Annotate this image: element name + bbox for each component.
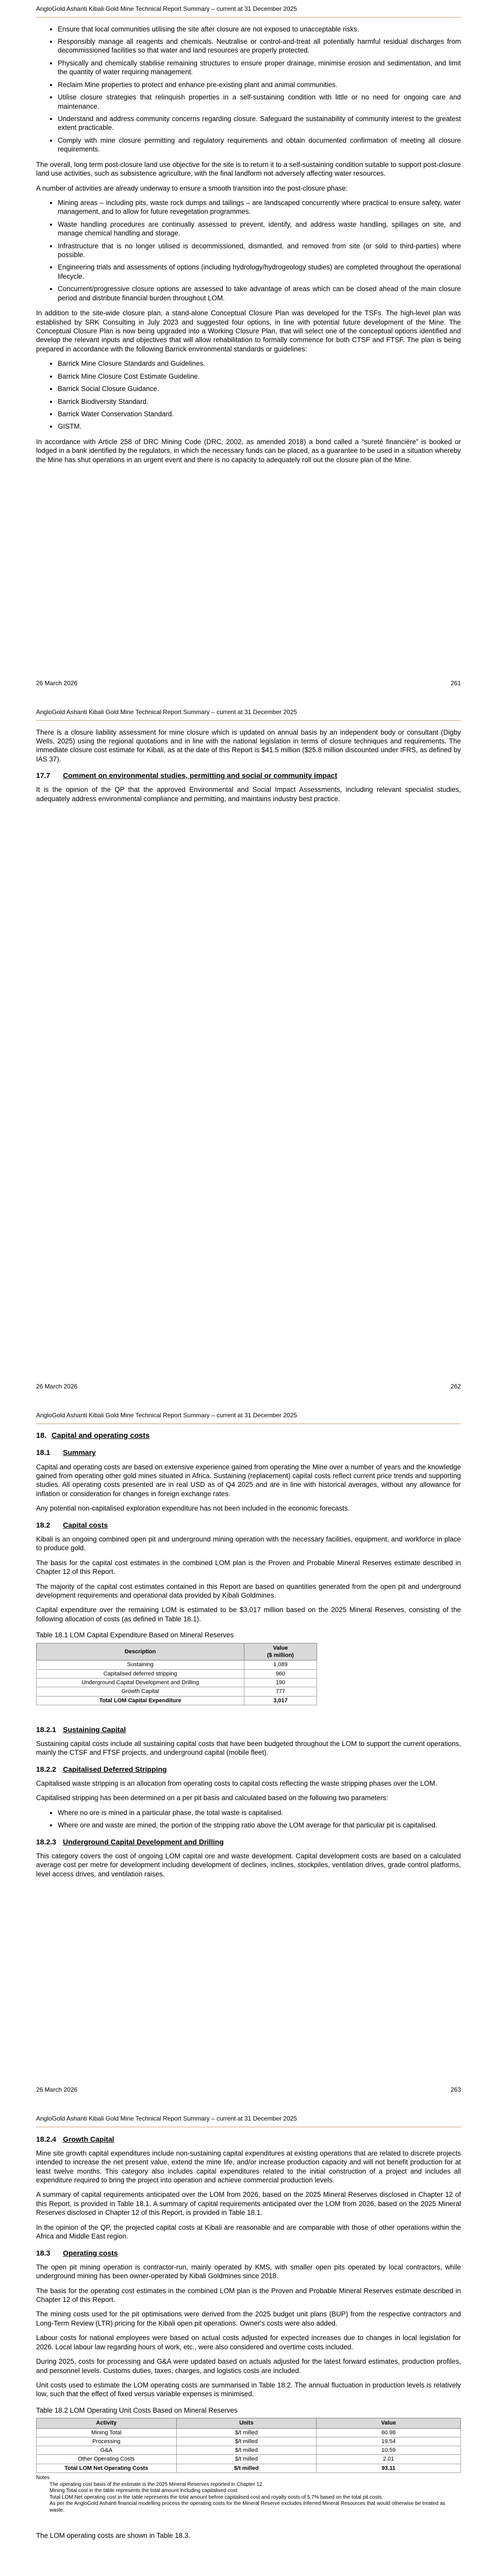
- list-item: • Mining areas – including pits, waste rock dumps and tailings – are landscaped concurrently where practical to ensure safety, water management, and to allow for future revegetation programmes.: [58, 198, 461, 216]
- section-title: Capitalised Deferred Stripping: [63, 1765, 167, 1773]
- list-item: • Barrick Mine Closure Standards and Guidelines.: [58, 359, 461, 368]
- paragraph: The basis for the capital cost estimates in the combined LOM plan is the Proven and Probable Mineral Reserves estimate described in Chapter 12 of this Report.: [36, 1558, 461, 1576]
- table-cell: Processing: [37, 2437, 177, 2446]
- paragraph: In accordance with Article 258 of DRC Mining Code (DRC, 2002, as amended 2018) a bond called a “sureté financière” is booked or lodged in a bank identified by the regulators, in which the necessary funds can be placed, as a guarantee to be used in a situation whereby the Mine has shut operations in an urgent event and there is no capacity to adequately roll out the closure plan of the Mine.: [36, 437, 461, 464]
- list-item: • Barrick Biodiversity Standard.: [58, 397, 461, 406]
- list-item: • Where no ore is mined in a particular phase, the total waste is capitalised.: [58, 1808, 461, 1817]
- table-cell: Capitalised deferred stripping: [37, 1669, 244, 1678]
- page-footer: [36, 1383, 461, 1391]
- section-heading-18-2-2: [36, 1765, 461, 1774]
- section-number: 18.2.3: [36, 1837, 56, 1846]
- paragraph: This category covers the cost of ongoing LOM capital ore and waste development. Capital development costs are based on a calculated average cost per metre for development including development of declines, inclines, stockpiles, ventilation drives, grade control platforms, level access drives, and ventilation raises.: [36, 1852, 461, 1878]
- table-cell: 1,089: [244, 1660, 317, 1669]
- chapter-heading-18: [36, 1431, 461, 1441]
- barrick-standards-list: [36, 359, 461, 431]
- section-heading-18-2: [36, 1520, 461, 1530]
- paragraph: The majority of the capital cost estimates contained in this Report are based on quantities generated from the open pit and underground development requirements and operational data provided by Kibali Goldmines.: [36, 1582, 461, 1600]
- paragraph: There is a closure liability assessment for mine closure which is updated on annual basis by an independent body or consultant (Digby Wells, 2025) using the regional quotations and in line with the national legislation in terms of closure techniques and requirements. The immediate closure cost estimate for Kibali, as at the date of this Report is $41.5 million ($25.8 million discounted under IFRS, as defined by IAS 37).: [36, 728, 461, 763]
- table-cell: $/t milled: [176, 2455, 317, 2464]
- list-item: • Barrick Social Closure Guidance.: [58, 384, 461, 393]
- paragraph: A summary of capital requirements anticipated over the LOM from 2026, based on the 2025 Mineral Reserves disclosed in Chapter 12 of this Report, is provided in Table 18.1. A summary of capital requirements anticipated over the LOM from 2026, based on the 2025 Mineral Reserves disclosed in Chapter 12 of this Report, is provided in Table 18.1.: [36, 2191, 461, 2217]
- table-row: [37, 1660, 317, 1669]
- chapter-title: Capital and operating costs: [52, 1431, 150, 1440]
- paragraph: Kibali is an ongoing combined open pit and underground mining operation with the necessary facilities, equipment, and workforce in place to produce gold.: [36, 1535, 461, 1552]
- list-item: • Reclaim Mine properties to protect and enhance pre-existing plant and animal communities.: [58, 80, 461, 89]
- section-heading-17-7: [36, 771, 461, 780]
- section-title: Summary: [63, 1448, 96, 1457]
- table-cell: 960: [244, 1669, 317, 1678]
- table-cell: $/t milled: [176, 2446, 317, 2455]
- table-cell: 93.11: [317, 2464, 461, 2472]
- section-title: Operating costs: [63, 2248, 118, 2257]
- table-cell: 19.54: [317, 2437, 461, 2446]
- paragraph: The basis for the operating cost estimates in the combined LOM plan is the Proven and Probable Mineral Reserves estimate described in Chapter 12 of this Report.: [36, 2286, 461, 2304]
- post-closure-activities-list: [36, 198, 461, 302]
- page-number: 263: [450, 2086, 461, 2094]
- list-item: • Waste handling procedures are continually assessed to prevent, identify, and address waste handling, spillages on site, and manage chemical handling and storage.: [58, 220, 461, 238]
- paragraph: Capital and operating costs are based on extensive experience gained from operating the Mine over a number of years and the knowledge gained from operating other gold mines situated in Africa. Sustaining (replacement) capital costs reflect current price trends and supporting studies. All operating costs presented are in real USD as of Q4 2025 and are in line with historical averages, without any allowance for inflation or consideration for changes in foreign exchange rates.: [36, 1463, 461, 1498]
- list-item: • Engineering trials and assessments of options (including hydrology/hydrogeology studies) are completed throughout the operational lifecycle.: [58, 263, 461, 281]
- page-footer: [36, 2086, 461, 2094]
- section-number: 18.3: [36, 2248, 51, 2257]
- section-heading-18-3: [36, 2248, 461, 2258]
- paragraph: During 2025, costs for processing and G&A were updated based on actuals adjusted for the latest forward estimates, production profiles, and personnel levels. Customs duties, taxes, charges, and logistics costs are included.: [36, 2358, 461, 2375]
- table-cell: $/t milled: [176, 2428, 317, 2437]
- table-cell: Mining Total: [37, 2428, 177, 2437]
- capex-table: [36, 1643, 317, 1705]
- section-heading-18-2-3: [36, 1837, 461, 1846]
- paragraph: The open pit mining operation is contractor-run, mainly operated by KMS, with smaller open pits operated by local contractors, while underground mining has been owner-operated by Kibali Goldmines since 2018.: [36, 2263, 461, 2280]
- section-number: 18.2.4: [36, 2134, 56, 2143]
- note-item: Mining Total cost in the table represents the total amount including capitalised cost.: [49, 2488, 239, 2494]
- stripping-parameters-list: [36, 1808, 461, 1830]
- report-page-262: [0, 703, 497, 1406]
- chapter-number: 18.: [36, 1431, 47, 1440]
- table-header: Activity: [37, 2418, 177, 2428]
- note-item: The operating cost basis of the estimate is the 2025 Mineral Reserves reported in Chapter 12.: [49, 2481, 264, 2487]
- table-cell: 10.59: [317, 2446, 461, 2455]
- paragraph: It is the opinion of the QP that the approved Environmental and Social Impact Assessments, including relevant specialist studies, adequately address environmental compliance and permitting, and maintains industry best practice.: [36, 786, 461, 803]
- table-cell: $/t milled: [176, 2437, 317, 2446]
- paragraph: Labour costs for national employees were based on actual costs adjusted for expected increases due to changes in local legislation for 2026. Local labour law regarding hours of work, etc., were also considered and overtime costs included.: [36, 2334, 461, 2351]
- section-title: Capital costs: [63, 1520, 108, 1529]
- table-row: [37, 1669, 317, 1678]
- table-notes: [36, 2475, 461, 2514]
- paragraph: The mining costs used for the pit optimisations were derived from the 2025 budget unit plans (BUP) from the respective contractors and Long-Term Review (LTR) pricing for the Kibali open pit operations. Owner's costs were also added.: [36, 2310, 461, 2327]
- table-caption: Table 18.1 LOM Capital Expenditure Based on Mineral Reserves: [36, 1631, 234, 1639]
- table-header: Description: [37, 1643, 244, 1660]
- section-title: Growth Capital: [63, 2134, 114, 2143]
- table-total-row: [37, 1696, 317, 1705]
- paragraph: The overall, long term post-closure land use objective for the site is to return it to a self-sustaining condition suitable to support post-closure land use activities, such as subsistence agriculture, with the final landform not adversely affecting water resources.: [36, 160, 461, 178]
- paragraph: Capital expenditure over the remaining LOM is estimated to be $3,017 million based on the 2025 Mineral Reserves, consisting of the following allocation of costs (as defined in Table 18.1).: [36, 1606, 461, 1623]
- section-title: Underground Capital Development and Drilling: [63, 1837, 224, 1846]
- section-number: 18.2: [36, 1520, 51, 1529]
- note-item: Total LOM Net operating cost in the table represents the total amount before capitalised cost and royalty costs of 5.7% based on the total pit costs.: [49, 2494, 384, 2500]
- table-cell: 190: [244, 1678, 317, 1687]
- table-row: [37, 2437, 461, 2446]
- table-row: [37, 2428, 461, 2437]
- section-heading-18-2-4: [36, 2134, 461, 2144]
- table-cell: 3,017: [244, 1696, 317, 1705]
- table-caption: Table 18.2 LOM Operating Unit Costs Based on Mineral Reserves: [36, 2406, 238, 2414]
- list-item: • Concurrent/progressive closure options are assessed to take advantage of areas which can be closed ahead of the main closure period and distribute financial burden throughout LOM.: [58, 284, 461, 302]
- table-cell: Underground Capital Development and Drilling: [37, 1678, 244, 1687]
- section-heading-18-2-1: [36, 1725, 461, 1734]
- section-number: 18.2.1: [36, 1725, 56, 1734]
- list-item: • Ensure that local communities utilising the site after closure are not exposed to unacceptable risks.: [58, 25, 461, 33]
- section-number: 18.1: [36, 1448, 51, 1457]
- section-heading-18-1: [36, 1448, 461, 1457]
- paragraph: Unit costs used to estimate the LOM operating costs are summarised in Table 18.2. The annual fluctuation in production levels is relatively low, such that the effect of fixed versus variable expenses is minimised.: [36, 2381, 461, 2398]
- closure-objectives-list: [36, 25, 461, 154]
- table-header: Value ($ million): [244, 1643, 317, 1660]
- table-cell: Total LOM Capital Expenditure: [37, 1696, 244, 1705]
- table-cell: Total LOM Net Operating Costs: [37, 2464, 177, 2472]
- paragraph: Capitalised stripping has been determined on a per pit basis and calculated based on the following two parameters:: [36, 1794, 388, 1802]
- list-item: • Where ore and waste are mined, the portion of the stripping ratio above the LOM average for that particular pit is capitalised.: [58, 1821, 461, 1829]
- footer-date: 26 March 2026: [36, 1383, 78, 1391]
- table-cell: 2.01: [317, 2455, 461, 2464]
- notes-label: Notes: [36, 2475, 50, 2481]
- paragraph: Sustaining capital costs include all sustaining capital costs that have been budgeted throughout the LOM to support the current operations, mainly the CTSF and FTSF projects, and underground capital (mobile fleet).: [36, 1739, 461, 1757]
- section-title: Sustaining Capital: [63, 1725, 126, 1734]
- list-item: • Barrick Mine Closure Cost Estimate Guideline.: [58, 372, 461, 381]
- page-number: 261: [450, 680, 461, 687]
- table-total-row: [37, 2464, 461, 2472]
- footer-date: 26 March 2026: [36, 2086, 78, 2094]
- section-number: 17.7: [36, 771, 51, 780]
- paragraph: Capitalised waste stripping is an allocation from operating costs to capital costs reflecting the waste stripping phases over the LOM.: [36, 1780, 437, 1788]
- report-page-261: [0, 0, 497, 703]
- paragraph: Mine site growth capital expenditures include non-sustaining capital expenditures at existing operations that are related to discrete projects intended to increase the net present value, extend the mine life, and/or increase production capacity and will not benefit production for at least twelve months. This category also includes capital expenditures related to the initial construction of a project and includes all expenditure required to bring the project into operation and achieve commercial production levels.: [36, 2149, 461, 2184]
- list-item: • Understand and address community concerns regarding closure. Safeguard the sustainability of community interest to the greatest extent practicable.: [58, 114, 461, 132]
- paragraph: A number of activities are already underway to ensure a smooth transition into the post-closure phase:: [36, 184, 348, 192]
- opex-table: [36, 2418, 461, 2473]
- table-cell: Sustaining: [37, 1660, 244, 1669]
- table-row: [37, 2455, 461, 2464]
- table-cell: Other Operating Costs: [37, 2455, 177, 2464]
- table-header: Units: [176, 2418, 317, 2428]
- list-item: • Comply with mine closure permitting and regulatory requirements and obtain documented confirmation of meeting all closure requirements.: [58, 136, 461, 154]
- table-header: Value: [317, 2418, 461, 2428]
- list-item: • Physically and chemically stabilise remaining structures to ensure proper drainage, minimise erosion and sedimentation, and limit the quantity of water requiring management.: [58, 59, 461, 77]
- page-footer: [36, 680, 461, 688]
- paragraph: In the opinion of the QP, the projected capital costs at Kibali are reasonable and are comparable with those of other operations within the Africa and Middle East region.: [36, 2223, 461, 2241]
- page-number: 262: [450, 1383, 461, 1391]
- table-cell: 777: [244, 1687, 317, 1696]
- paragraph: In addition to the site-wide closure plan, a stand-alone Conceptual Closure Plan was developed for the TSFs. The high-level plan was established by SRK Consulting in July 2023 and suggested four options, in line with potential future development of the Mine. The Conceptual Closure Plan is now being upgraded into a Working Closure Plan, that will select one of the conceptual options identified and develop the relevant inputs and objectives that will allow rehabilitation to formally commence for both CTSF and FTSF. The plan is being prepared in accordance with the following Barrick environmental standards or guidelines:: [36, 309, 461, 353]
- running-header: AngloGold Ashanti Kibali Gold Mine Technical Report Summary – current at 31 December 2025: [36, 703, 461, 721]
- table-cell: G&A: [37, 2446, 177, 2455]
- note-item: As per the AngloGold Ashanti financial modelling process the operating costs for the Mineral Reserve excludes Inferred Mineral Resources that would otherwise be treated as waste.: [49, 2501, 445, 2513]
- table-row: [37, 2446, 461, 2455]
- paragraph: Any potential non-capitalised exploration expenditure has not been included in the economic forecasts.: [36, 1504, 350, 1513]
- report-page-264: [0, 2110, 497, 2576]
- list-item: • Responsibly manage all reagents and chemicals. Neutralise or control-and-treat all potentially harmful residual discharges from decommissioned facilities so that water and land resources are properly protected.: [58, 37, 461, 55]
- table-cell: $/t milled: [176, 2464, 317, 2472]
- list-item: • Infrastructure that is no longer utilised is decommissioned, dismantled, and removed from site (or sold to third-parties) where possible.: [58, 242, 461, 260]
- section-number: 18.2.2: [36, 1765, 56, 1773]
- table-row: [37, 1678, 317, 1687]
- running-header: AngloGold Ashanti Kibali Gold Mine Technical Report Summary – current at 31 December 2025: [36, 0, 461, 18]
- list-item: • GISTM.: [58, 422, 461, 431]
- footer-date: 26 March 2026: [36, 680, 78, 687]
- paragraph: The LOM operating costs are shown in Table 18.3.: [36, 2532, 190, 2540]
- report-page-263: [0, 1406, 497, 2110]
- table-cell: 60.98: [317, 2428, 461, 2437]
- table-cell: Growth Capital: [37, 1687, 244, 1696]
- running-header: AngloGold Ashanti Kibali Gold Mine Technical Report Summary – current at 31 December 2025: [36, 2110, 461, 2127]
- section-title: Comment on environmental studies, permitting and social or community impact: [63, 771, 338, 780]
- list-item: • Utilise closure strategies that relinquish properties in a self-sustaining condition with little or no need for ongoing care and maintenance.: [58, 93, 461, 111]
- list-item: • Barrick Water Conservation Standard.: [58, 410, 461, 418]
- table-row: [37, 1687, 317, 1696]
- running-header: AngloGold Ashanti Kibali Gold Mine Technical Report Summary – current at 31 December 2025: [36, 1406, 461, 1424]
